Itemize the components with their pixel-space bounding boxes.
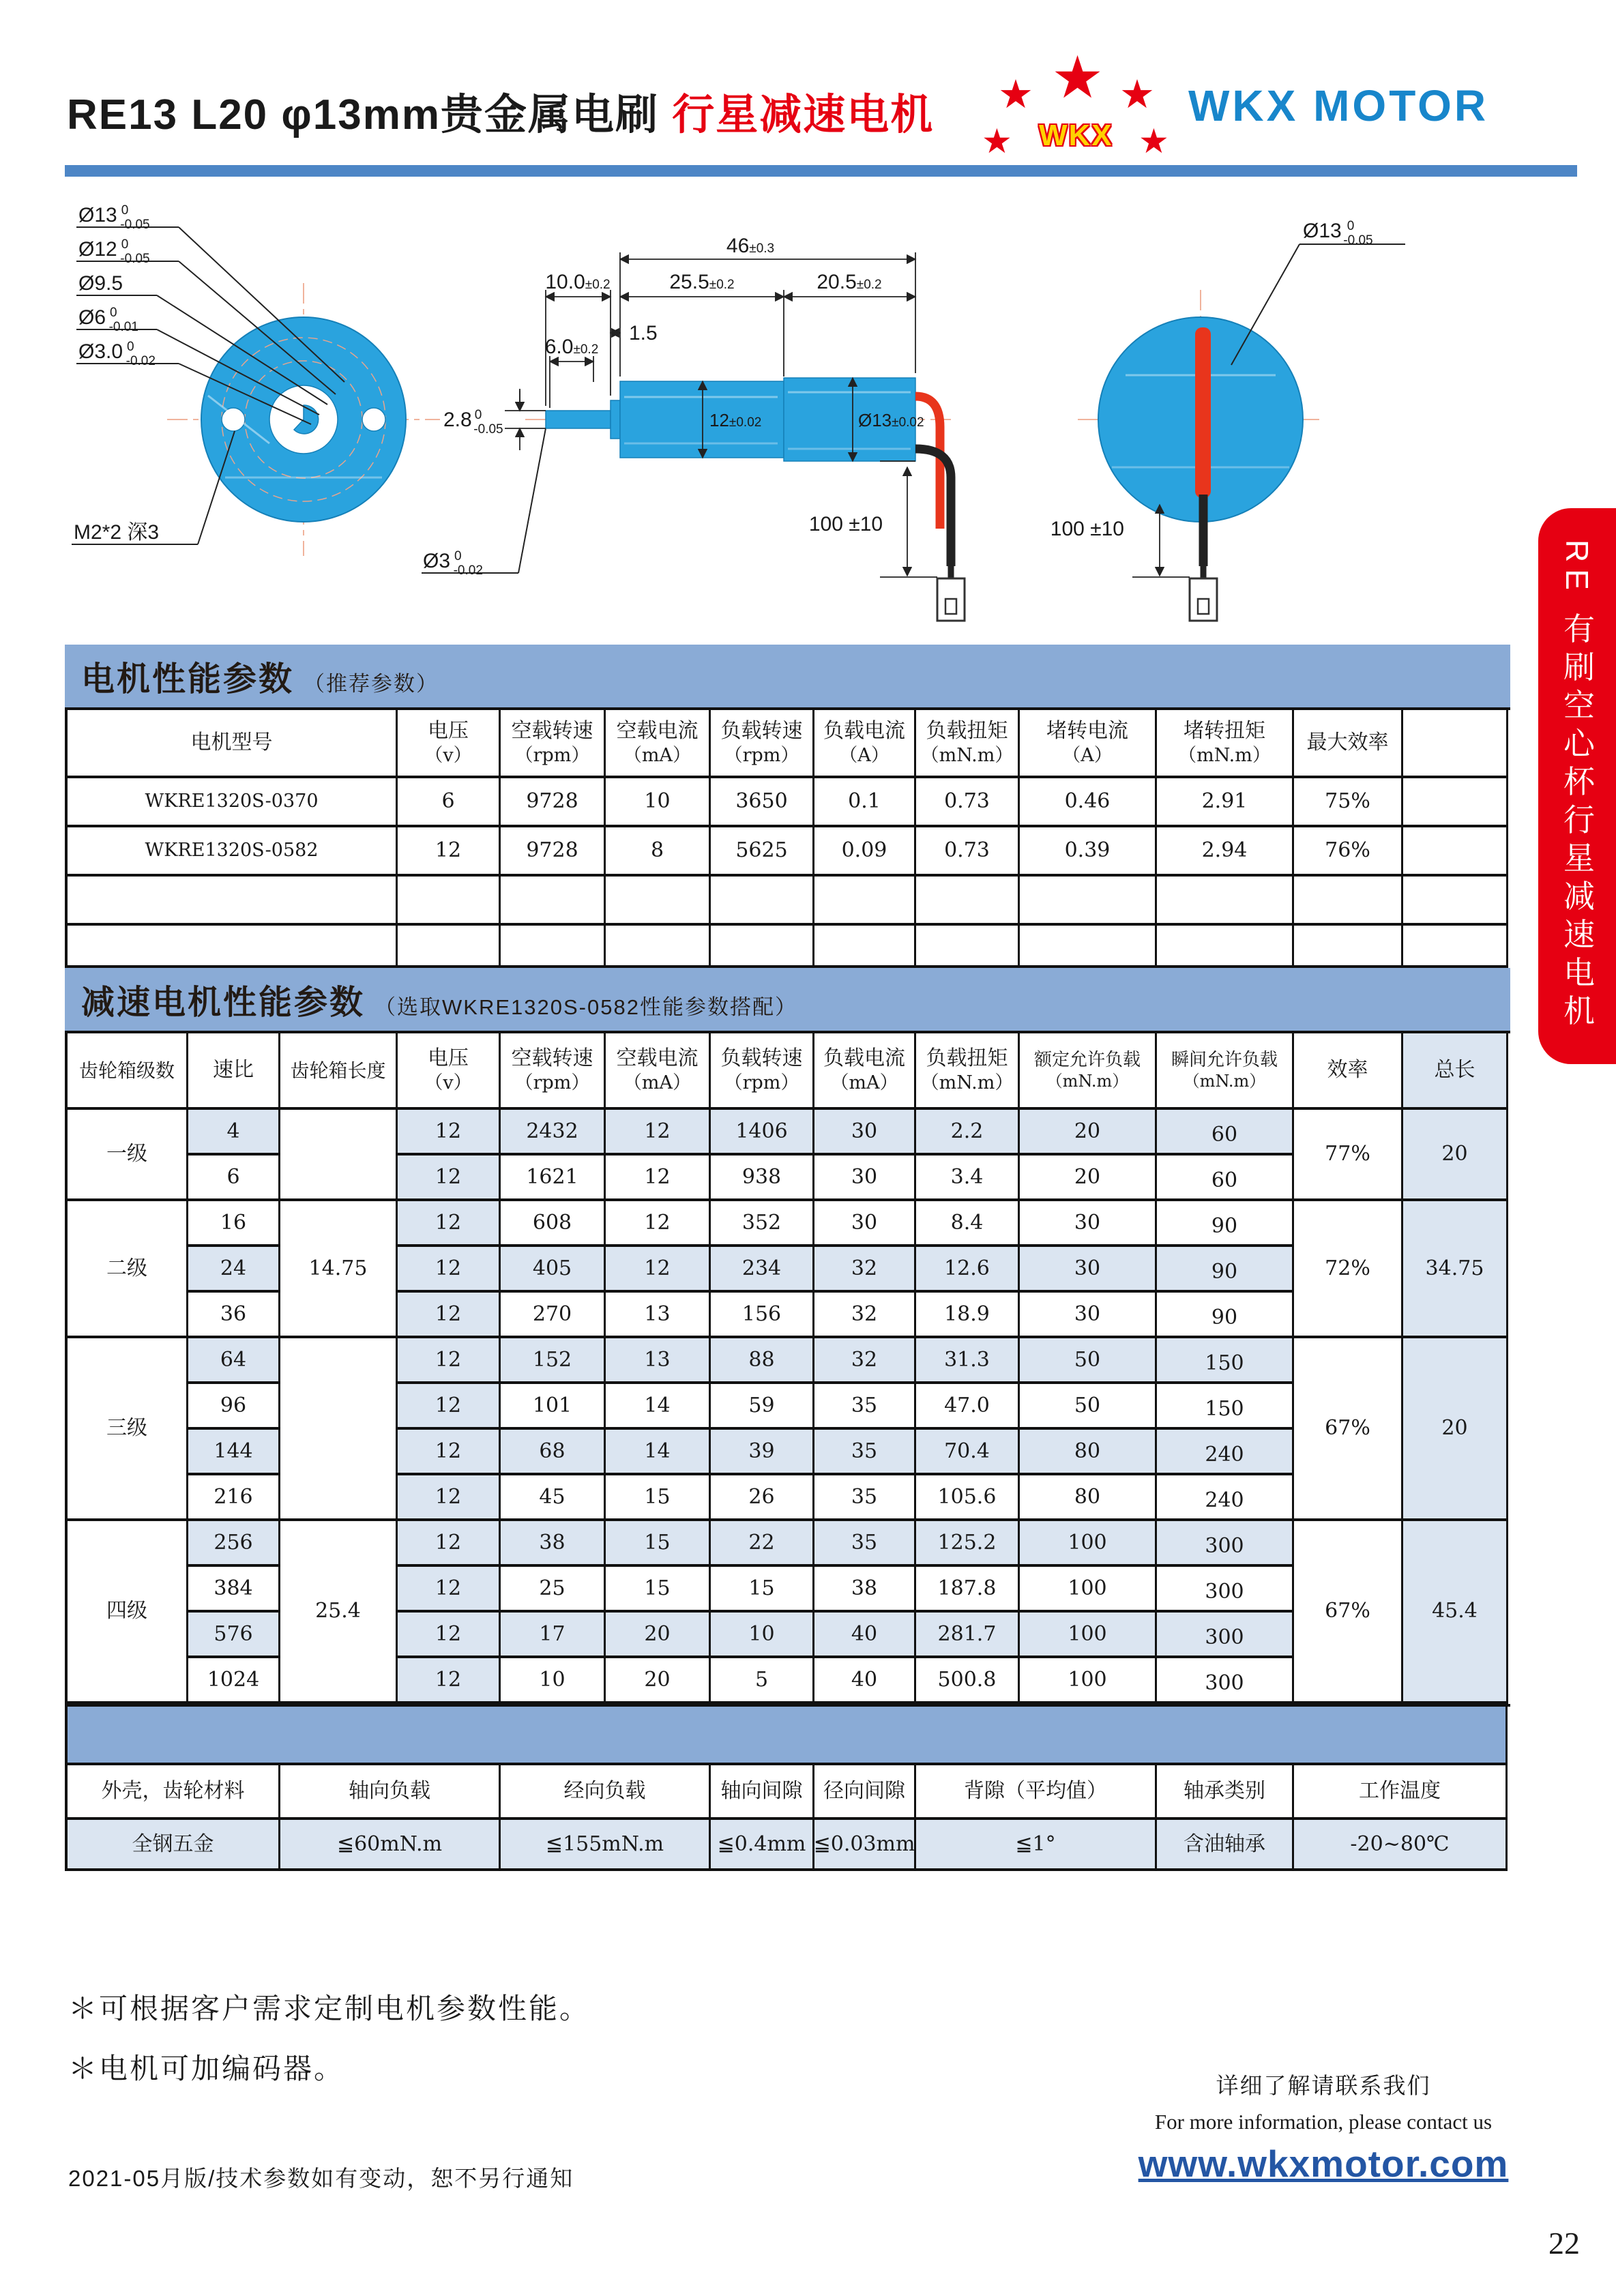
gear-table-subtitle: （选取WKRE1320S-0582性能参数搭配） — [374, 995, 797, 1019]
value-cell: 12 — [398, 1247, 501, 1293]
value-cell: 9728 — [501, 827, 606, 877]
value-cell: 12 — [398, 1430, 501, 1475]
value-cell: 30 — [814, 1156, 916, 1201]
value-cell: 90 — [1157, 1293, 1294, 1338]
value-cell: 12 — [606, 1110, 711, 1156]
col-header: 负载扭矩 （mN.m） — [916, 1033, 1020, 1110]
length-cell — [280, 1338, 398, 1521]
value-cell: 18.9 — [916, 1293, 1020, 1338]
value-cell: 240 — [1157, 1430, 1294, 1475]
col-header: 空载电流 （mA） — [606, 710, 711, 778]
value-cell: 100 — [1020, 1521, 1157, 1567]
contact-cn: 详细了解请联系我们 — [1216, 2073, 1431, 2098]
value-cell: 45 — [501, 1475, 606, 1521]
value-cell: 2.94 — [1157, 827, 1294, 877]
star-icon: ★ — [998, 72, 1033, 117]
value-cell: 8.4 — [916, 1201, 1020, 1247]
dim-front-dia: 12±0.02 — [709, 410, 762, 430]
empty-cell — [814, 877, 916, 926]
value-cell: 0.46 — [1020, 778, 1157, 827]
motor-table-banner — [65, 645, 1510, 707]
col-header: 空载电流 （mA） — [606, 1033, 711, 1110]
col-header: 电机型号 — [68, 710, 398, 778]
empty-cell — [606, 877, 711, 926]
value-cell: 0.73 — [916, 778, 1020, 827]
value-cell: 300 — [1157, 1658, 1294, 1704]
value-cell: 0.1 — [814, 778, 916, 827]
empty-cell — [1157, 877, 1294, 926]
star-icon: ★ — [982, 122, 1012, 160]
spec-value-cell: 全钢五金 — [68, 1820, 280, 1871]
empty-cell — [398, 877, 501, 926]
value-cell: 12 — [398, 1338, 501, 1384]
ratio-cell: 6 — [188, 1156, 280, 1201]
value-cell: 101 — [501, 1384, 606, 1430]
value-cell: 10 — [711, 1613, 814, 1658]
value-cell: 38 — [814, 1567, 916, 1613]
empty-cell — [711, 877, 814, 926]
value-cell: 76% — [1294, 827, 1403, 877]
value-cell: 12 — [398, 1613, 501, 1658]
col-header: 轴向负载 — [280, 1765, 501, 1820]
spec-value-cell: ≦0.03mm — [814, 1820, 916, 1871]
empty-cell — [68, 926, 398, 968]
tables-stack — [65, 645, 1510, 1871]
ratio-cell: 16 — [188, 1201, 280, 1247]
empty-cell — [1403, 877, 1508, 926]
value-cell: 150 — [1157, 1384, 1294, 1430]
col-header: 空载转速 （rpm） — [501, 710, 606, 778]
empty-cell — [606, 926, 711, 968]
value-cell: 938 — [711, 1156, 814, 1201]
value-cell: 60 — [1157, 1110, 1294, 1156]
value-cell: 405 — [501, 1247, 606, 1293]
empty-cell — [916, 877, 1020, 926]
col-header: 外壳，齿轮材料 — [68, 1765, 280, 1820]
technical-drawing — [0, 157, 1616, 634]
separator-band — [68, 1707, 1508, 1765]
empty-cell — [1294, 877, 1403, 926]
empty-cell — [1403, 778, 1508, 827]
ratio-cell: 4 — [188, 1110, 280, 1156]
value-cell: 25 — [501, 1567, 606, 1613]
value-cell: 35 — [814, 1430, 916, 1475]
value-cell: 187.8 — [916, 1567, 1020, 1613]
motor-table-title: 电机性能参数 — [81, 661, 295, 698]
page-number: 22 — [1548, 2226, 1580, 2261]
value-cell: 80 — [1020, 1475, 1157, 1521]
col-header: 速比 — [188, 1033, 280, 1110]
dim-shaft: 10.0±0.2 — [545, 271, 611, 293]
value-cell: 100 — [1020, 1658, 1157, 1704]
ratio-cell: 384 — [188, 1567, 280, 1613]
wkx-logo — [982, 45, 1170, 162]
total-length-cell: 45.4 — [1403, 1521, 1508, 1704]
value-cell: 35 — [814, 1475, 916, 1521]
star-icon: ★ — [1051, 45, 1104, 111]
dim-wire-side: 100 ±10 — [808, 513, 883, 535]
gear-table-banner — [65, 968, 1510, 1031]
value-cell: 152 — [501, 1338, 606, 1384]
ratio-cell: 36 — [188, 1293, 280, 1338]
efficiency-cell: 72% — [1294, 1201, 1403, 1338]
value-cell: 125.2 — [916, 1521, 1020, 1567]
empty-cell — [501, 877, 606, 926]
value-cell: 500.8 — [916, 1658, 1020, 1704]
empty-cell — [398, 926, 501, 968]
rear-view — [1078, 244, 1405, 621]
value-cell: 80 — [1020, 1430, 1157, 1475]
motor-table-subtitle: （推荐参数） — [304, 672, 439, 696]
contact-block — [1132, 2068, 1514, 2134]
value-cell: 300 — [1157, 1521, 1294, 1567]
total-length-cell: 20 — [1403, 1110, 1508, 1201]
total-length-cell: 20 — [1403, 1338, 1508, 1521]
value-cell: 100 — [1020, 1567, 1157, 1613]
dim-front: 25.5±0.2 — [669, 271, 735, 293]
value-cell: 12 — [398, 1384, 501, 1430]
empty-cell — [1020, 877, 1157, 926]
value-cell: 12 — [398, 1110, 501, 1156]
footer-note-custom: ＊可根据客户需求定制电机参数性能。 — [68, 1992, 591, 2025]
value-cell: 30 — [1020, 1293, 1157, 1338]
efficiency-cell: 67% — [1294, 1521, 1403, 1704]
efficiency-cell: 77% — [1294, 1110, 1403, 1201]
page-title — [67, 80, 934, 141]
empty-cell — [1157, 926, 1294, 968]
value-cell: 100 — [1020, 1613, 1157, 1658]
value-cell: 30 — [1020, 1247, 1157, 1293]
value-cell: 608 — [501, 1201, 606, 1247]
dim-shaft-dia: 2.8 $^0$ -0.05 — [443, 408, 503, 437]
value-cell: 13 — [606, 1293, 711, 1338]
value-cell: 3.4 — [916, 1156, 1020, 1201]
value-cell: 12 — [398, 1156, 501, 1201]
dim-label: Ø3.0 $^0$ -0.02 — [78, 340, 156, 368]
col-header: 工作温度 — [1294, 1765, 1508, 1820]
version-note: 2021-05月版/技术参数如有变动，恕不另行通知 — [68, 2166, 574, 2191]
col-header: 径向间隙 — [814, 1765, 916, 1820]
value-cell: 20 — [606, 1658, 711, 1704]
empty-cell — [711, 926, 814, 968]
page-title-red: 行星减速电机 — [672, 91, 935, 138]
value-cell: 1406 — [711, 1110, 814, 1156]
value-cell: 2.2 — [916, 1110, 1020, 1156]
dim-step: 1.5 — [629, 322, 658, 344]
model-cell: WKRE1320S-0370 — [68, 778, 398, 827]
value-cell: 0.73 — [916, 827, 1020, 877]
value-cell: 10 — [501, 1658, 606, 1704]
value-cell: 14 — [606, 1430, 711, 1475]
logo-text: WKX — [1039, 119, 1113, 152]
value-cell: 70.4 — [916, 1430, 1020, 1475]
dim-rear-dia: Ø13±0.02 — [858, 410, 924, 430]
footer-note-encoder: ＊电机可加编码器。 — [68, 2052, 345, 2085]
value-cell: 59 — [711, 1384, 814, 1430]
black-wire — [915, 449, 951, 566]
col-header: 经向负载 — [501, 1765, 711, 1820]
value-cell: 32 — [814, 1293, 916, 1338]
col-header: 轴向间隙 — [711, 1765, 814, 1820]
length-cell: 14.75 — [280, 1201, 398, 1338]
value-cell: 22 — [711, 1521, 814, 1567]
empty-cell — [1403, 926, 1508, 968]
gear-table — [65, 1031, 1510, 1704]
col-header: 堵转电流 （A） — [1020, 710, 1157, 778]
dim-flat: 6.0±0.2 — [544, 336, 599, 358]
col-header: 负载电流 （mA） — [814, 1033, 916, 1110]
col-header: 总长 — [1403, 1033, 1508, 1110]
stage-cell: 一级 — [68, 1110, 188, 1201]
series-side-tab-label: RE 有刷空心杯行星减速电机 — [1559, 540, 1595, 1033]
col-header: 齿轮箱长度 — [280, 1033, 398, 1110]
star-icon: ★ — [1138, 122, 1169, 160]
value-cell: 300 — [1157, 1567, 1294, 1613]
value-cell: 6 — [398, 778, 501, 827]
value-cell: 5625 — [711, 827, 814, 877]
dim-label: Ø13 $^0$ -0.05 — [78, 203, 150, 232]
value-cell: 17 — [501, 1613, 606, 1658]
value-cell: 13 — [606, 1338, 711, 1384]
value-cell: 240 — [1157, 1475, 1294, 1521]
value-cell: 47.0 — [916, 1384, 1020, 1430]
value-cell: 0.39 — [1020, 827, 1157, 877]
value-cell: 15 — [606, 1475, 711, 1521]
spec-value-cell: 含油轴承 — [1157, 1820, 1294, 1871]
col-header: 背隙（平均值） — [916, 1765, 1157, 1820]
value-cell: 12 — [606, 1201, 711, 1247]
value-cell: 15 — [606, 1567, 711, 1613]
dim-label: M2*2 深3 — [74, 521, 160, 544]
spec-value-cell: ≦0.4mm — [711, 1820, 814, 1871]
ratio-cell: 96 — [188, 1384, 280, 1430]
col-header: 电压 （v） — [398, 710, 501, 778]
page-title-black: RE13 L20 φ13mm贵金属电刷 — [67, 91, 659, 138]
brand-name: WKX MOTOR — [1188, 81, 1489, 130]
dim-label: Ø9.5 — [78, 272, 123, 295]
value-cell: 12 — [606, 1247, 711, 1293]
value-cell: 8 — [606, 827, 711, 877]
value-cell: 35 — [814, 1384, 916, 1430]
ratio-cell: 256 — [188, 1521, 280, 1567]
value-cell: 12 — [398, 827, 501, 877]
spec-value-cell: ≦60mN.m — [280, 1820, 501, 1871]
dim-label: Ø6 $^0$ -0.01 — [78, 306, 138, 334]
value-cell: 39 — [711, 1430, 814, 1475]
ratio-cell: 144 — [188, 1430, 280, 1475]
model-cell: WKRE1320S-0582 — [68, 827, 398, 877]
value-cell: 60 — [1157, 1156, 1294, 1201]
value-cell: 12 — [606, 1156, 711, 1201]
star-icon: ★ — [1119, 72, 1155, 117]
value-cell: 90 — [1157, 1201, 1294, 1247]
side-view — [525, 378, 965, 621]
value-cell: 68 — [501, 1430, 606, 1475]
value-cell: 31.3 — [916, 1338, 1020, 1384]
value-cell: 20 — [606, 1613, 711, 1658]
value-cell: 40 — [814, 1658, 916, 1704]
empty-cell — [68, 877, 398, 926]
spec-value-cell: ≦155mN.m — [501, 1820, 711, 1871]
value-cell: 32 — [814, 1338, 916, 1384]
value-cell: 50 — [1020, 1338, 1157, 1384]
ratio-cell: 64 — [188, 1338, 280, 1384]
ratio-cell: 24 — [188, 1247, 280, 1293]
value-cell: 10 — [606, 778, 711, 827]
col-header: 电压 （v） — [398, 1033, 501, 1110]
dim-label: Ø12 $^0$ -0.05 — [78, 237, 150, 266]
value-cell: 88 — [711, 1338, 814, 1384]
dim-rear-label: Ø13 $^0$ -0.05 — [1303, 219, 1373, 248]
website-link[interactable]: www.wkxmotor.com — [1138, 2143, 1509, 2185]
value-cell: 3650 — [711, 778, 814, 827]
col-header: 负载电流 （A） — [814, 710, 916, 778]
value-cell: 12 — [398, 1475, 501, 1521]
value-cell: 12 — [398, 1521, 501, 1567]
ratio-cell: 576 — [188, 1613, 280, 1658]
col-header: 瞬间允许负载 （mN.m） — [1157, 1033, 1294, 1110]
empty-cell — [916, 926, 1020, 968]
dim-overall: 46±0.3 — [726, 235, 775, 257]
value-cell: 20 — [1020, 1156, 1157, 1201]
ratio-cell: 1024 — [188, 1658, 280, 1704]
col-header: 堵转扭矩 （mN.m） — [1157, 710, 1294, 778]
col-header-empty — [1403, 710, 1508, 778]
stage-cell: 四级 — [68, 1521, 188, 1704]
value-cell: 40 — [814, 1613, 916, 1658]
empty-cell — [1020, 926, 1157, 968]
dim-rear: 20.5±0.2 — [817, 271, 882, 293]
gear-table-title: 减速电机性能参数 — [81, 984, 366, 1021]
value-cell: 0.09 — [814, 827, 916, 877]
value-cell: 156 — [711, 1293, 814, 1338]
value-cell: 9728 — [501, 778, 606, 827]
value-cell: 50 — [1020, 1384, 1157, 1430]
value-cell: 352 — [711, 1201, 814, 1247]
total-length-cell: 34.75 — [1403, 1201, 1508, 1338]
red-wire — [1195, 327, 1211, 498]
value-cell: 5 — [711, 1658, 814, 1704]
value-cell: 12 — [398, 1293, 501, 1338]
col-header: 负载扭矩 （mN.m） — [916, 710, 1020, 778]
value-cell: 32 — [814, 1247, 916, 1293]
empty-cell — [1403, 827, 1508, 877]
value-cell: 30 — [814, 1201, 916, 1247]
value-cell: 90 — [1157, 1247, 1294, 1293]
value-cell: 75% — [1294, 778, 1403, 827]
motor-table — [65, 707, 1510, 968]
value-cell: 35 — [814, 1521, 916, 1567]
col-header: 负载转速 （rpm） — [711, 710, 814, 778]
dim-label: Ø3 $^0$ -0.02 — [423, 549, 483, 578]
value-cell: 281.7 — [916, 1613, 1020, 1658]
value-cell: 105.6 — [916, 1475, 1020, 1521]
col-header: 空载转速 （rpm） — [501, 1033, 606, 1110]
stage-cell: 三级 — [68, 1338, 188, 1521]
value-cell: 12.6 — [916, 1247, 1020, 1293]
value-cell: 270 — [501, 1293, 606, 1338]
empty-cell — [501, 926, 606, 968]
col-header: 效率 — [1294, 1033, 1403, 1110]
efficiency-cell: 67% — [1294, 1338, 1403, 1521]
value-cell: 150 — [1157, 1338, 1294, 1384]
value-cell: 12 — [398, 1201, 501, 1247]
dim-wire-rear: 100 ±10 — [1050, 518, 1124, 540]
value-cell: 15 — [606, 1521, 711, 1567]
col-header: 最大效率 — [1294, 710, 1403, 778]
value-cell: 300 — [1157, 1613, 1294, 1658]
empty-cell — [814, 926, 916, 968]
stage-cell: 二级 — [68, 1201, 188, 1338]
value-cell: 1621 — [501, 1156, 606, 1201]
col-header: 轴承类别 — [1157, 1765, 1294, 1820]
spec-value-cell: ≦1° — [916, 1820, 1157, 1871]
value-cell: 38 — [501, 1521, 606, 1567]
value-cell: 15 — [711, 1567, 814, 1613]
length-cell: 25.4 — [280, 1521, 398, 1704]
value-cell: 30 — [814, 1110, 916, 1156]
value-cell: 2432 — [501, 1110, 606, 1156]
col-header: 齿轮箱级数 — [68, 1033, 188, 1110]
value-cell: 20 — [1020, 1110, 1157, 1156]
ratio-cell: 216 — [188, 1475, 280, 1521]
value-cell: 2.91 — [1157, 778, 1294, 827]
value-cell: 12 — [398, 1567, 501, 1613]
col-header: 负载转速 （rpm） — [711, 1033, 814, 1110]
value-cell: 14 — [606, 1384, 711, 1430]
col-header: 额定允许负载 （mN.m） — [1020, 1033, 1157, 1110]
value-cell: 12 — [398, 1658, 501, 1704]
value-cell: 30 — [1020, 1201, 1157, 1247]
contact-en: For more information, please contact us — [1154, 2110, 1493, 2134]
value-cell: 234 — [711, 1247, 814, 1293]
length-cell — [280, 1110, 398, 1201]
spec-table — [65, 1704, 1510, 1871]
spec-value-cell: -20~80℃ — [1294, 1820, 1508, 1871]
empty-cell — [1294, 926, 1403, 968]
value-cell: 26 — [711, 1475, 814, 1521]
